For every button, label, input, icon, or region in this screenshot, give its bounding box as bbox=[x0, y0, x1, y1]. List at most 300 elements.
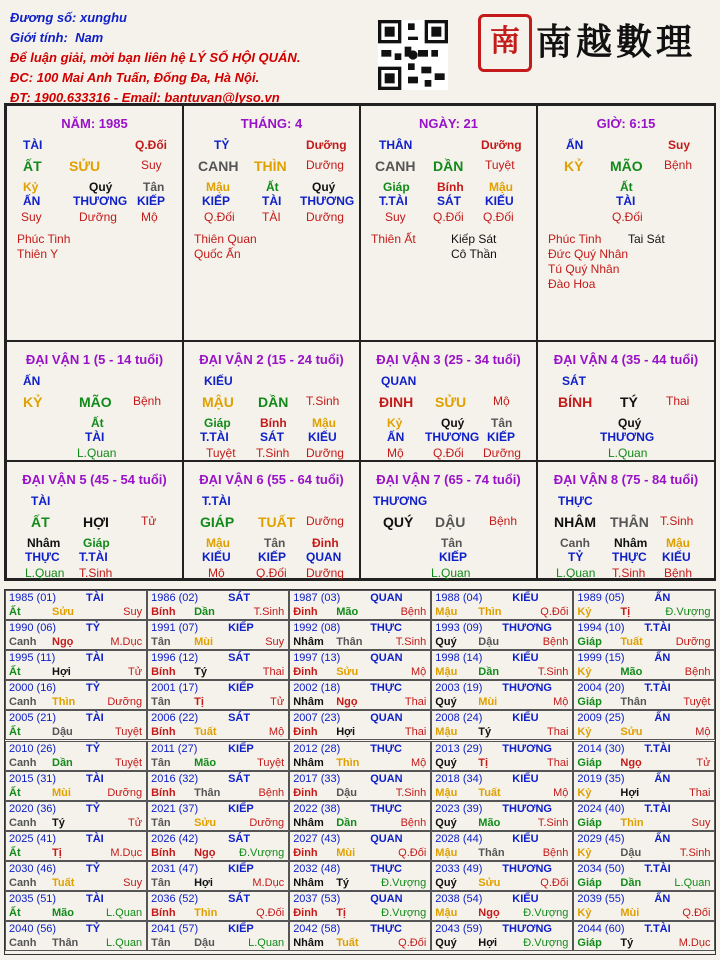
year-phase: L.Quan bbox=[674, 876, 711, 889]
pillars-value: Ất bbox=[266, 180, 279, 194]
year-ten-god: KIẾP bbox=[228, 682, 254, 695]
year-stem: Canh bbox=[9, 696, 37, 709]
qr-code-icon bbox=[378, 20, 448, 90]
year-stem: Nhâm bbox=[293, 636, 324, 649]
year-ten-god: THỰC bbox=[370, 742, 402, 755]
daivan-value: THƯƠNG bbox=[600, 430, 655, 444]
year-phase: L.Quan bbox=[106, 907, 143, 919]
year-ten-god: TỶ bbox=[86, 923, 101, 936]
year-stem: Kỷ bbox=[577, 907, 592, 919]
year-ten-god: SÁT bbox=[228, 592, 251, 604]
year-stem: Quý bbox=[435, 816, 457, 829]
pillars-value: SÁT bbox=[437, 194, 461, 208]
year-stem: Mậu bbox=[435, 907, 458, 919]
daivan-value: Mậu bbox=[206, 536, 230, 550]
phone-email-line: ĐT: 1900.633316 - Email: bantuvan@lyso.vn bbox=[10, 90, 280, 105]
daivan-value: L.Quan bbox=[608, 446, 648, 460]
year-stem: Giáp bbox=[577, 696, 602, 709]
red-seal-stamp: 南 bbox=[478, 14, 532, 72]
year-branch: Ngọ bbox=[336, 696, 358, 709]
daivan-value: Dưỡng bbox=[306, 566, 344, 580]
year-branch: Thìn bbox=[478, 606, 502, 618]
year-cell bbox=[5, 921, 147, 951]
gender-label: Giới tính: bbox=[10, 30, 68, 45]
year-branch: Dần bbox=[194, 606, 215, 618]
year-ten-god: THƯƠNG bbox=[502, 682, 552, 695]
year-label: 2016 (32) bbox=[151, 772, 199, 785]
year-ten-god: SÁT bbox=[228, 772, 251, 785]
year-label: 2001 (17) bbox=[151, 682, 199, 695]
year-ten-god: TỶ bbox=[86, 682, 101, 695]
pillars-shensha: Tai Sát bbox=[628, 232, 665, 246]
year-ten-god: TỶ bbox=[86, 622, 101, 635]
daivan-value: Bính bbox=[260, 416, 287, 430]
annual-luck-table bbox=[4, 589, 716, 955]
daivan-value: ẤT bbox=[31, 514, 50, 530]
year-phase: Mộ bbox=[411, 666, 427, 679]
year-ten-god: ẤN bbox=[654, 893, 671, 905]
year-branch: Tý bbox=[478, 726, 492, 739]
year-stem: Nhâm bbox=[293, 937, 324, 950]
year-branch: Mùi bbox=[52, 786, 71, 799]
year-stem: Tân bbox=[151, 696, 171, 709]
year-branch: Tị bbox=[194, 696, 204, 709]
year-stem: Giáp bbox=[577, 937, 602, 950]
year-cell bbox=[5, 680, 147, 710]
pillars-shensha: Đức Quý Nhân bbox=[548, 247, 629, 261]
year-phase: Tuyệt bbox=[114, 756, 143, 769]
year-branch: Dần bbox=[336, 816, 357, 829]
year-cell bbox=[431, 891, 573, 921]
year-ten-god: THỰC bbox=[370, 862, 402, 875]
year-cell bbox=[147, 590, 289, 620]
year-label: 1993 (09) bbox=[435, 622, 483, 635]
daivan-value: HỢI bbox=[83, 514, 109, 530]
daivan-cell bbox=[183, 341, 360, 461]
year-cell bbox=[5, 590, 147, 620]
year-branch: Thìn bbox=[52, 696, 76, 709]
year-cell bbox=[573, 710, 715, 740]
daivan-value: DẦN bbox=[258, 394, 289, 410]
daivan-value: T.Sinh bbox=[256, 446, 290, 460]
year-stem: Quý bbox=[435, 876, 457, 889]
year-label: 2020 (36) bbox=[9, 802, 57, 815]
daivan-value: ẤN bbox=[23, 374, 41, 388]
daivan-value: TÝ bbox=[620, 394, 638, 410]
year-stem: Kỷ bbox=[577, 786, 592, 799]
pillars-shensha: Phúc Tinh bbox=[17, 232, 71, 246]
pillars-value: Ất bbox=[620, 180, 633, 194]
year-ten-god: KIẾU bbox=[512, 652, 539, 665]
pillars-value: Bính bbox=[437, 180, 464, 194]
year-stem: Đinh bbox=[293, 726, 318, 739]
year-phase: Đ.Vượng bbox=[239, 846, 285, 859]
year-label: 2036 (52) bbox=[151, 893, 199, 905]
year-label: 2028 (44) bbox=[435, 832, 483, 845]
daivan-value: L.Quan bbox=[77, 446, 117, 460]
pillars-shensha: Thiên Y bbox=[17, 247, 59, 261]
year-label: 2006 (22) bbox=[151, 712, 199, 725]
year-stem: Quý bbox=[435, 636, 457, 649]
year-label: 2017 (33) bbox=[293, 772, 341, 785]
pillars-cell bbox=[183, 105, 360, 341]
daivan-value: T.TÀI bbox=[200, 430, 229, 444]
year-ten-god: THƯƠNG bbox=[502, 622, 552, 635]
year-ten-god: THỰC bbox=[370, 923, 402, 936]
year-label: 1992 (08) bbox=[293, 622, 341, 635]
daivan-value: GIÁP bbox=[200, 514, 235, 530]
year-cell bbox=[573, 620, 715, 650]
year-phase: T.Sinh bbox=[537, 666, 569, 679]
year-ten-god: KIẾP bbox=[228, 802, 254, 815]
year-ten-god: KIẾU bbox=[512, 712, 539, 725]
pillars-value: Dưỡng bbox=[306, 158, 344, 172]
year-ten-god: SÁT bbox=[228, 893, 251, 905]
pillars-value: KIẾU bbox=[485, 194, 514, 208]
year-branch: Mão bbox=[336, 606, 359, 618]
year-label: 2007 (23) bbox=[293, 712, 341, 725]
year-branch: Tuất bbox=[478, 786, 501, 799]
year-ten-god: QUAN bbox=[370, 592, 403, 604]
pillars-value: KIẾP bbox=[202, 194, 231, 208]
year-cell bbox=[573, 680, 715, 710]
pillars-shensha: Tú Quý Nhân bbox=[548, 262, 620, 276]
year-label: 2034 (50) bbox=[577, 862, 625, 875]
pillars-cell bbox=[537, 105, 715, 341]
pillars-cell bbox=[360, 105, 537, 341]
year-phase: Đ.Vượng bbox=[381, 907, 427, 919]
year-stem: Ất bbox=[9, 606, 21, 618]
address-line: ĐC: 100 Mai Anh Tuấn, Đống Đa, Hà Nội. bbox=[10, 70, 260, 85]
brand-logo-text: 南越數理 bbox=[536, 21, 697, 63]
year-stem: Bính bbox=[151, 726, 176, 739]
pillars-value: Dưỡng bbox=[306, 138, 347, 152]
year-cell bbox=[147, 771, 289, 801]
year-label: 2015 (31) bbox=[9, 772, 57, 785]
year-phase: Dưỡng bbox=[107, 786, 143, 799]
year-branch: Ngọ bbox=[194, 846, 216, 859]
year-branch: Tý bbox=[52, 816, 65, 829]
year-label: 2030 (46) bbox=[9, 862, 57, 875]
pillars-value: Mậu bbox=[489, 180, 513, 194]
year-phase: Dưỡng bbox=[249, 816, 285, 829]
year-ten-god: T.TÀI bbox=[644, 622, 671, 635]
year-label: 2027 (43) bbox=[293, 832, 341, 845]
year-stem: Giáp bbox=[577, 636, 602, 649]
pillars-value: Giáp bbox=[383, 180, 410, 194]
year-phase: Dưỡng bbox=[107, 696, 143, 709]
year-phase: L.Quan bbox=[248, 937, 285, 950]
year-branch: Sửu bbox=[336, 666, 359, 679]
year-ten-god: ẤN bbox=[654, 832, 671, 845]
year-ten-god: THƯƠNG bbox=[502, 742, 552, 755]
year-phase: Thai bbox=[404, 726, 427, 739]
year-cell bbox=[5, 831, 147, 861]
year-ten-god: T.TÀI bbox=[644, 682, 671, 695]
year-label: 2005 (21) bbox=[9, 712, 57, 725]
year-cell bbox=[573, 650, 715, 680]
pillars-value: ẤT bbox=[23, 158, 42, 174]
daivan-value: SỬU bbox=[435, 394, 467, 410]
year-ten-god: KIẾP bbox=[228, 622, 254, 635]
year-phase: Tử bbox=[128, 816, 143, 829]
daivan-value: ĐINH bbox=[379, 394, 414, 410]
year-phase: T.Sinh bbox=[395, 636, 427, 649]
year-ten-god: THỰC bbox=[370, 802, 402, 815]
year-phase: Bệnh bbox=[542, 846, 569, 859]
daivan-value: TÀI bbox=[85, 430, 105, 444]
year-ten-god: THƯƠNG bbox=[502, 923, 552, 936]
profile-header bbox=[10, 8, 300, 108]
year-label: 2041 (57) bbox=[151, 923, 199, 936]
year-cell bbox=[573, 801, 715, 831]
year-branch: Mão bbox=[194, 756, 217, 769]
year-cell bbox=[431, 620, 573, 650]
year-label: 2033 (49) bbox=[435, 862, 483, 875]
year-phase: Mộ bbox=[553, 786, 569, 799]
year-phase: Đ.Vượng bbox=[523, 937, 569, 950]
year-ten-god: TÀI bbox=[86, 712, 104, 725]
daivan-value: QUÝ bbox=[383, 514, 414, 530]
year-phase: Đ.Vượng bbox=[665, 606, 711, 618]
year-cell bbox=[289, 650, 431, 680]
year-cell bbox=[573, 891, 715, 921]
year-branch: Tị bbox=[478, 756, 489, 769]
year-phase: Suy bbox=[123, 606, 143, 618]
daivan-value: Dưỡng bbox=[306, 514, 344, 528]
year-ten-god: ẤN bbox=[654, 712, 671, 725]
daivan-value: T.Sinh bbox=[306, 394, 340, 408]
year-phase: Suy bbox=[265, 636, 285, 649]
year-ten-god: QUAN bbox=[370, 832, 403, 845]
daivan-value: KIẾU bbox=[202, 550, 231, 564]
year-ten-god: QUAN bbox=[370, 772, 403, 785]
daivan-value: KIẾP bbox=[439, 550, 468, 564]
year-branch: Tị bbox=[620, 606, 631, 618]
year-phase: Q.Đối bbox=[682, 907, 711, 919]
year-label: 2008 (24) bbox=[435, 712, 483, 725]
year-stem: Ất bbox=[9, 666, 21, 679]
daivan-value: KIẾU bbox=[308, 430, 337, 444]
contact-line: Để luận giải, mời bạn liên hệ LÝ SỐ HỘI QUÁN. bbox=[10, 50, 301, 65]
daivan-value: Q.Đối bbox=[433, 446, 464, 460]
year-phase: M.Dục bbox=[678, 937, 711, 950]
year-cell bbox=[431, 771, 573, 801]
pillars-shensha: Kiếp Sát bbox=[451, 232, 497, 246]
daivan-value: THÂN bbox=[610, 514, 649, 530]
daivan-value: BÍNH bbox=[558, 394, 593, 410]
year-label: 2002 (18) bbox=[293, 682, 341, 695]
year-cell bbox=[5, 741, 147, 771]
year-branch: Dần bbox=[52, 756, 73, 769]
year-stem: Nhâm bbox=[293, 756, 324, 769]
year-stem: Giáp bbox=[577, 756, 602, 769]
daivan-value: Ất bbox=[91, 416, 104, 430]
year-branch: Sửu bbox=[620, 726, 643, 739]
year-branch: Thìn bbox=[620, 816, 644, 829]
daivan-value: L.Quan bbox=[25, 566, 65, 580]
pillars-value: Dưỡng bbox=[79, 210, 117, 224]
year-branch: Hợi bbox=[620, 786, 640, 799]
year-cell bbox=[5, 650, 147, 680]
pillars-value: TÀI bbox=[262, 194, 282, 208]
year-cell bbox=[573, 741, 715, 771]
year-ten-god: TÀI bbox=[86, 652, 104, 665]
year-label: 2014 (30) bbox=[577, 742, 625, 755]
year-cell bbox=[431, 741, 573, 771]
year-stem: Mậu bbox=[435, 726, 458, 739]
year-stem: Quý bbox=[435, 696, 457, 709]
pillars-value: Bệnh bbox=[664, 158, 693, 172]
daivan-value: KIẾP bbox=[487, 430, 516, 444]
pillars-value: Kỷ bbox=[23, 180, 39, 194]
year-stem: Bính bbox=[151, 786, 176, 799]
year-phase: M.Dục bbox=[110, 636, 143, 649]
year-stem: Kỷ bbox=[577, 666, 592, 679]
year-label: 2035 (51) bbox=[9, 893, 57, 905]
year-phase: Mộ bbox=[695, 726, 711, 739]
year-label: 2023 (39) bbox=[435, 802, 483, 815]
year-stem: Đinh bbox=[293, 786, 318, 799]
pillars-title: THÁNG: 4 bbox=[240, 116, 303, 131]
year-ten-god: TÀI bbox=[86, 893, 104, 905]
pillars-value: Mộ bbox=[141, 210, 158, 224]
year-ten-god: QUAN bbox=[370, 652, 403, 665]
year-phase: Q.Đối bbox=[540, 876, 569, 889]
year-ten-god: SÁT bbox=[228, 832, 251, 845]
year-cell bbox=[289, 801, 431, 831]
year-ten-god: KIẾU bbox=[512, 772, 539, 785]
year-stem: Nhâm bbox=[293, 816, 324, 829]
daivan-value: Dưỡng bbox=[483, 446, 521, 460]
year-label: 2043 (59) bbox=[435, 923, 483, 936]
pillars-value: Suy bbox=[141, 158, 162, 172]
year-label: 2029 (45) bbox=[577, 832, 625, 845]
pillars-value: CANH bbox=[198, 158, 239, 174]
year-phase: T.Sinh bbox=[253, 606, 285, 618]
year-branch: Tuất bbox=[52, 876, 75, 889]
year-label: 1997 (13) bbox=[293, 652, 341, 665]
year-cell bbox=[431, 650, 573, 680]
year-label: 1987 (03) bbox=[293, 592, 341, 604]
year-branch: Ngọ bbox=[620, 756, 642, 769]
year-label: 2037 (53) bbox=[293, 893, 341, 905]
daivan-title: ĐẠI VẬN 1 (5 - 14 tuổi) bbox=[25, 352, 164, 367]
year-label: 1996 (12) bbox=[151, 652, 199, 665]
daivan-title: ĐẠI VẬN 4 (35 - 44 tuổi) bbox=[553, 352, 699, 367]
year-cell bbox=[289, 620, 431, 650]
year-ten-god: TỶ bbox=[86, 862, 101, 875]
year-label: 1990 (06) bbox=[9, 622, 57, 635]
year-branch: Sửu bbox=[52, 606, 75, 618]
year-cell bbox=[431, 710, 573, 740]
daivan-value: Tân bbox=[441, 536, 463, 550]
daivan-value: Nhâm bbox=[27, 536, 61, 550]
year-label: 1998 (14) bbox=[435, 652, 483, 665]
year-label: 2003 (19) bbox=[435, 682, 483, 695]
year-ten-god: ẤN bbox=[654, 652, 671, 665]
year-label: 1995 (11) bbox=[9, 652, 56, 665]
daivan-value: Bệnh bbox=[489, 514, 518, 528]
daivan-value: QUAN bbox=[381, 374, 417, 388]
year-stem: Giáp bbox=[577, 816, 602, 829]
year-phase: Thai bbox=[546, 726, 569, 739]
pillars-value: Tân bbox=[143, 180, 165, 194]
year-stem: Tân bbox=[151, 756, 171, 769]
daivan-cell bbox=[537, 341, 715, 461]
year-cell bbox=[573, 831, 715, 861]
year-ten-god: T.TÀI bbox=[644, 742, 671, 755]
year-stem: Mậu bbox=[435, 666, 458, 679]
pillars-value: CANH bbox=[375, 158, 416, 174]
year-phase: Tử bbox=[270, 696, 285, 709]
year-ten-god: TÀI bbox=[86, 832, 104, 845]
pillars-shensha: Thiên Ất bbox=[371, 232, 416, 246]
year-stem: Canh bbox=[9, 756, 37, 769]
year-branch: Tị bbox=[52, 846, 62, 859]
daivan-value: Mộ bbox=[208, 566, 225, 580]
year-branch: Mão bbox=[620, 666, 643, 679]
year-ten-god: KIẾP bbox=[228, 742, 254, 755]
pillars-value: DẦN bbox=[433, 158, 464, 174]
year-ten-god: TÀI bbox=[86, 772, 104, 785]
year-cell bbox=[289, 741, 431, 771]
year-cell bbox=[431, 590, 573, 620]
year-cell bbox=[5, 771, 147, 801]
year-stem: Bính bbox=[151, 606, 176, 618]
year-label: 2024 (40) bbox=[577, 802, 625, 815]
pillars-value: TÀI bbox=[616, 194, 636, 208]
year-label: 2018 (34) bbox=[435, 772, 483, 785]
year-label: 2025 (41) bbox=[9, 832, 57, 845]
pillars-value: Q.Đối bbox=[433, 210, 464, 224]
daivan-title: ĐẠI VẬN 7 (65 - 74 tuổi) bbox=[376, 472, 521, 487]
year-cell bbox=[5, 620, 147, 650]
daivan-value: Canh bbox=[560, 536, 590, 550]
daivan-value: Thai bbox=[666, 394, 690, 408]
year-phase: Tuyệt bbox=[114, 726, 143, 739]
daivan-value: Mậu bbox=[312, 416, 336, 430]
year-cell bbox=[289, 590, 431, 620]
pillars-value: Dưỡng bbox=[306, 210, 344, 224]
year-cell bbox=[147, 861, 289, 891]
year-phase: Mộ bbox=[411, 756, 427, 769]
year-branch: Tuất bbox=[620, 636, 643, 649]
year-stem: Đinh bbox=[293, 907, 318, 919]
year-cell bbox=[147, 741, 289, 771]
daivan-value: Mậu bbox=[666, 536, 690, 550]
year-label: 1986 (02) bbox=[151, 592, 199, 604]
year-phase: Suy bbox=[691, 816, 711, 829]
year-phase: Bệnh bbox=[684, 666, 711, 679]
year-stem: Kỷ bbox=[577, 726, 592, 739]
year-stem: Tân bbox=[151, 636, 171, 649]
year-cell bbox=[147, 710, 289, 740]
year-stem: Tân bbox=[151, 816, 171, 829]
daivan-title: ĐẠI VẬN 6 (55 - 64 tuổi) bbox=[199, 472, 344, 487]
year-phase: Tuyệt bbox=[683, 696, 711, 709]
year-ten-god: THỰC bbox=[370, 622, 402, 635]
pillars-cell bbox=[6, 105, 183, 341]
year-stem: Ất bbox=[9, 726, 21, 739]
daivan-value: Mộ bbox=[493, 394, 510, 408]
year-branch: Tý bbox=[620, 937, 634, 950]
pillars-value: SỬU bbox=[69, 158, 101, 174]
year-branch: Tị bbox=[336, 907, 346, 919]
daivan-value: Giáp bbox=[83, 536, 110, 550]
year-cell bbox=[289, 891, 431, 921]
year-stem: Giáp bbox=[577, 876, 602, 889]
